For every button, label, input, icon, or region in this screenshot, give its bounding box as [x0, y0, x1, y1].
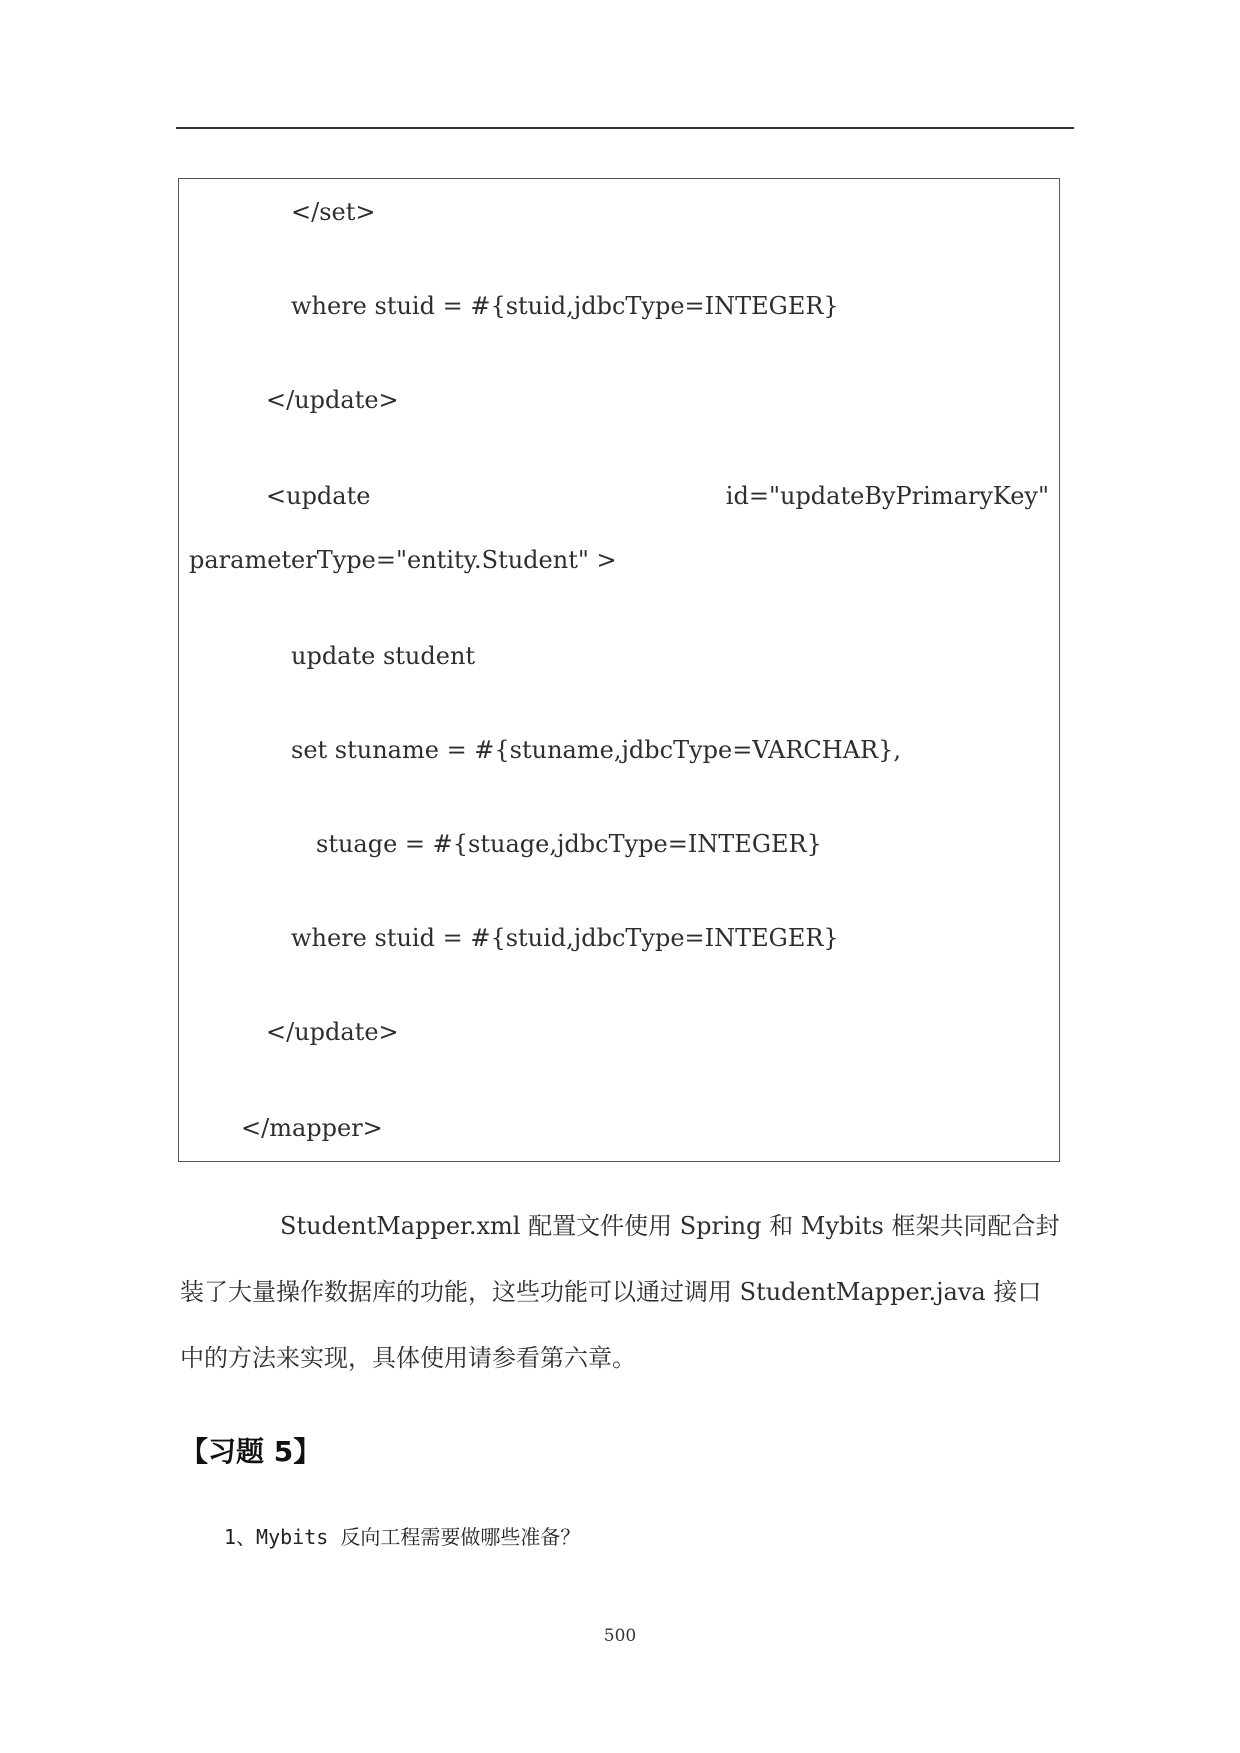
code-line: where stuid = #{stuid,jdbcType=INTEGER} [291, 292, 839, 320]
exercise-heading: 【习题 5】 [180, 1435, 322, 1468]
code-line: </mapper> [241, 1114, 383, 1142]
code-line: parameterType="entity.Student" > [189, 546, 617, 574]
body-paragraph-line: 中的方法来实现，具体使用请参看第六章。 [180, 1344, 636, 1372]
exercise-question: 1、Mybits 反向工程需要做哪些准备？ [224, 1525, 581, 1549]
code-line: stuage = #{stuage,jdbcType=INTEGER} [316, 830, 822, 858]
code-line: </update> [266, 386, 399, 414]
code-line: id="updateByPrimaryKey" [725, 482, 1049, 510]
code-line: </set> [291, 198, 376, 226]
code-line: <update [266, 482, 371, 510]
header-rule [176, 127, 1074, 129]
code-line: </update> [266, 1018, 399, 1046]
body-paragraph-line: 装了大量操作数据库的功能，这些功能可以通过调用 StudentMapper.java 接口 [180, 1278, 1042, 1306]
page-number: 500 [603, 1626, 637, 1646]
code-line: where stuid = #{stuid,jdbcType=INTEGER} [291, 924, 839, 952]
code-line: set stuname = #{stuname,jdbcType=VARCHAR}, [291, 736, 902, 764]
code-listing-box [178, 178, 1060, 1162]
code-line: update student [291, 642, 476, 670]
body-paragraph-line: StudentMapper.xml 配置文件使用 Spring 和 Mybits 框架共同配合封 [280, 1212, 1060, 1240]
